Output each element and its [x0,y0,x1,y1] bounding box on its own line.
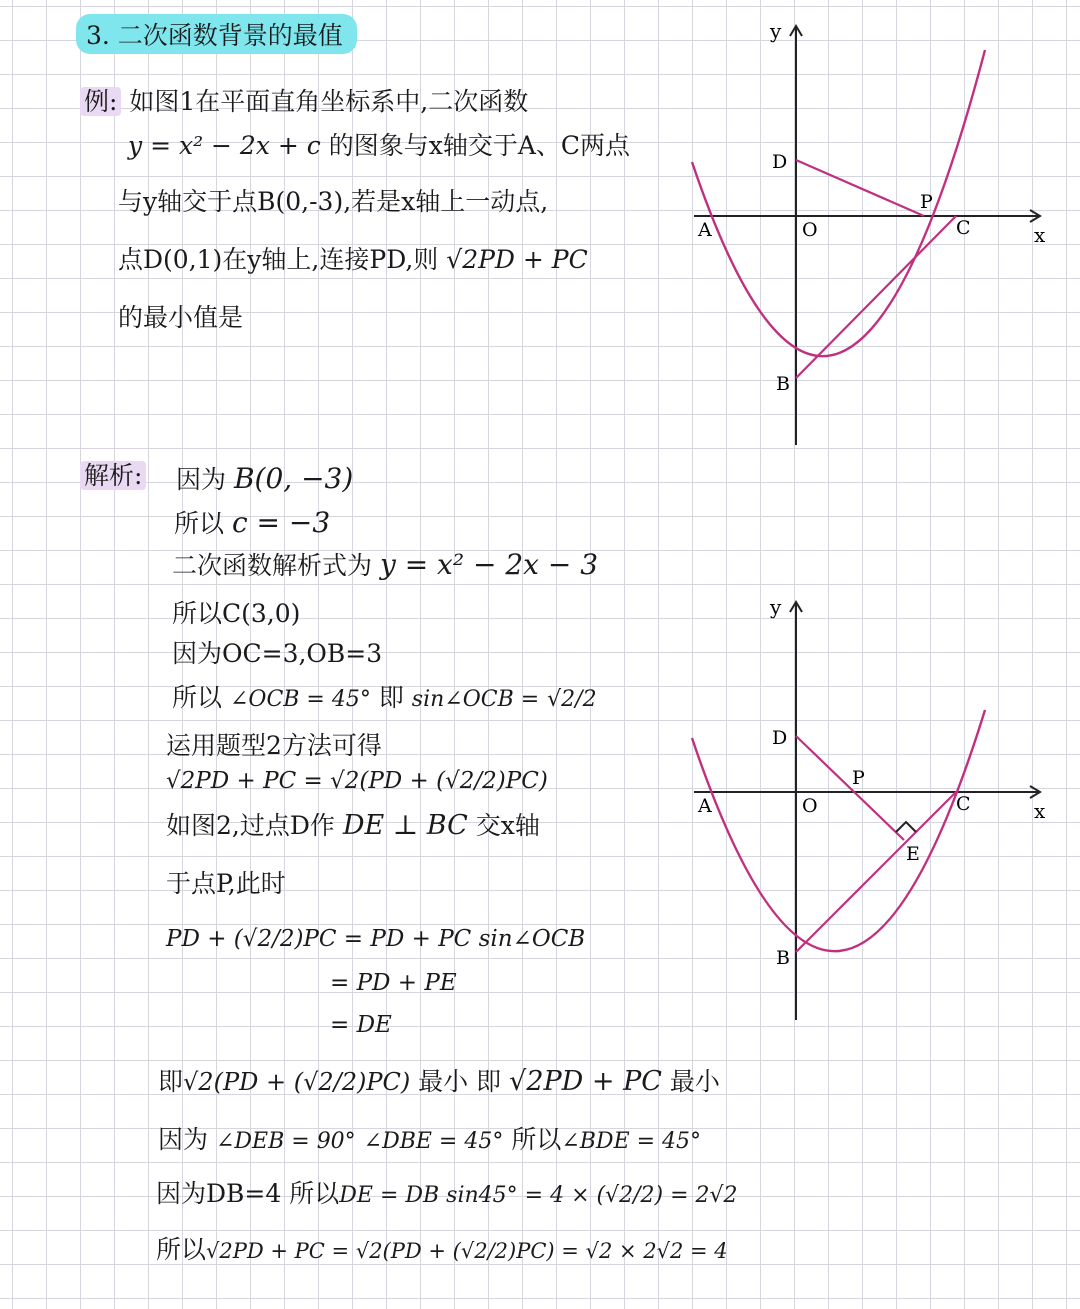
analysis-line-8: √2PD + PC = √2(PD + (√2/2)PC) [166,768,548,794]
a12-math-1: ∠DEB = 90° [215,1129,356,1154]
example-line-3: 与y轴交于点B(0,-3),若是x轴上一动点, [118,187,549,216]
a9-math: DE ⊥ BC [342,810,468,841]
analysis-eq-3: = DE [330,1012,392,1038]
example-formula: y = x² − 2x + c [128,131,321,160]
fig2-label-e: E [906,843,920,865]
fig1-label-o: O [802,219,818,241]
analysis-line-3 [172,546,598,582]
a6-mid: 即 [378,683,404,712]
example-line-5: 的最小值是 [118,303,244,332]
analysis-line-5: 因为OC=3,OB=3 [172,639,383,668]
example-line-4 [118,240,588,276]
a14-text: 所以 [156,1235,207,1264]
a13-text-2: 所以 [289,1179,340,1208]
fig1-label-b: B [776,373,790,395]
a6-math-1: ∠OCB = 45° [229,687,371,712]
fig2-segment-bc [796,792,956,952]
analysis-tag-label: 解析: [80,461,146,490]
a12-text: 因为 [158,1125,209,1154]
a11-math-b: √2PD + PC [509,1066,662,1097]
fig1-label-p: P [920,191,933,213]
analysis-line-14 [156,1230,728,1266]
analysis-line-6 [172,678,597,714]
example-line-2 [128,126,630,162]
fig2-label-y: y [770,595,782,619]
fig1-label-y: y [770,19,782,43]
a9-tail: 交x轴 [475,811,540,840]
analysis-line-13 [156,1174,738,1210]
a13-text: 因为DB=4 [156,1179,282,1208]
fig1-segment-bc [796,216,956,378]
fig2-label-d: D [772,727,788,749]
fig2-label-o: O [802,795,818,817]
example-text-4: 点D(0,1)在y轴上,连接PD,则 [118,245,439,274]
a3-math: y = x² − 2x − 3 [379,548,599,581]
a12-math-3: ∠BDE = 45° [561,1129,702,1154]
a2-math: c = −3 [231,506,331,539]
a11-d: 最小 [669,1067,720,1096]
fig2-label-a: A [698,795,712,817]
analysis-line-4: 所以C(3,0) [172,599,301,628]
analysis-line-2 [174,504,330,540]
a11-math-a: √2(PD + (√2/2)PC) [183,1068,411,1096]
example-text-2: 的图象与x轴交于A、C两点 [328,131,631,160]
example-tag: 例: [80,87,121,116]
fig2-label-p: P [852,767,865,789]
a11-c: 即 [476,1067,502,1096]
a9-text: 如图2,过点D作 [166,811,335,840]
example-text-1: 如图1在平面直角坐标系中,二次函数 [129,87,529,116]
a1-math: B(0, −3) [233,462,354,495]
a6-math-2: sin∠OCB = [411,687,540,712]
a13-math: DE = DB sin45° = 4 × (√2/2) = 2√2 [339,1183,738,1208]
figure-1 [680,10,1070,450]
figure-2 [680,588,1070,1028]
a3-text: 二次函数解析式为 [172,551,373,580]
analysis-line-1 [176,460,353,496]
a12-text-2: 所以 [511,1125,562,1154]
a2-text: 所以 [174,509,225,538]
fig1-parabola [692,50,985,356]
fig2-segment-de [796,736,904,840]
section-title: 3. 二次函数背景的最值 [76,14,357,54]
a1-text: 因为 [176,465,227,494]
fig2-label-c: C [956,793,971,815]
analysis-line-11 [158,1062,720,1098]
fig2-right-angle-mark [896,822,916,832]
a11-b: 最小 [418,1067,469,1096]
a6-frac: √2/2 [547,687,597,712]
fig1-label-c: C [956,217,971,239]
fig2-label-x: x [1034,799,1046,823]
fig1-label-a: A [698,219,712,241]
example-math-4: √2PD + PC [446,245,588,274]
fig1-segment-dp [796,160,924,216]
analysis-tag [80,456,146,492]
fig1-label-x: x [1034,223,1046,247]
fig2-label-b: B [776,947,790,969]
a12-math-2: ∠DBE = 45° [363,1129,504,1154]
analysis-line-12 [158,1120,701,1156]
analysis-line-10: 于点P,此时 [166,869,286,898]
analysis-line-7: 运用题型2方法可得 [166,731,382,760]
analysis-eq-1: PD + (√2/2)PC = PD + PC sin∠OCB [166,926,586,952]
analysis-line-9 [166,806,540,842]
a6-text: 所以 [172,683,223,712]
a14-math: √2PD + PC = √2(PD + (√2/2)PC) = √2 × 2√2 = 4 [206,1239,728,1263]
a11-a: 即 [158,1067,184,1096]
analysis-eq-2: = PD + PE [330,970,457,996]
example-line-1 [80,82,528,118]
fig2-parabola [692,710,985,951]
fig1-label-d: D [772,151,788,173]
